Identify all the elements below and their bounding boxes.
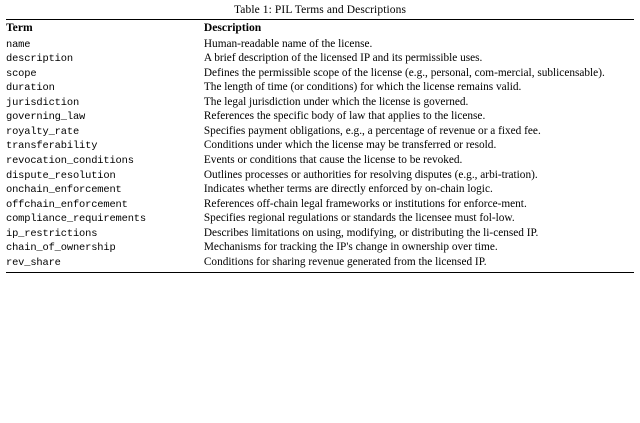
- cell-description: [204, 51, 634, 66]
- column-header-description: Description: [204, 20, 634, 35]
- cell-term: [6, 255, 204, 272]
- table-header-row: [6, 20, 634, 35]
- cell-description: [204, 81, 634, 96]
- cell-description: [204, 241, 634, 256]
- table-row: [6, 197, 634, 212]
- table-row: [6, 226, 634, 241]
- pil-terms-table: [6, 19, 634, 273]
- table-row: [6, 255, 634, 272]
- term-text: governing_law: [6, 111, 86, 124]
- cell-term: [6, 124, 204, 139]
- cell-term: [6, 95, 204, 110]
- term-text: chain_of_ownership: [6, 242, 116, 255]
- cell-term: [6, 81, 204, 96]
- term-text: jurisdiction: [6, 96, 80, 109]
- cell-description: [204, 35, 634, 52]
- term-text: dispute_resolution: [6, 169, 116, 182]
- term-text: duration: [6, 82, 55, 95]
- description-text: Specifies payment obligations, e.g., a percentage of revenue or a fixed fee.: [203, 124, 541, 137]
- table-row: [6, 168, 634, 183]
- cell-description: [204, 153, 634, 168]
- cell-term: [6, 168, 204, 183]
- cell-description: [204, 139, 634, 154]
- cell-term: [6, 153, 204, 168]
- description-text: References off-chain legal frameworks or institutions for enforce-ment.: [203, 197, 527, 210]
- term-text: name: [6, 38, 31, 51]
- description-text: The legal jurisdiction under which the license is governed.: [203, 95, 469, 108]
- term-text: transferability: [6, 140, 98, 153]
- table-row: [6, 66, 634, 81]
- cell-description: [204, 66, 634, 81]
- description-text: Defines the permissible scope of the license (e.g., personal, com-mercial, sublicensable).: [203, 66, 605, 79]
- cell-description: [204, 95, 634, 110]
- term-text: scope: [6, 67, 37, 80]
- table-row: [6, 183, 634, 198]
- cell-term: [6, 183, 204, 198]
- table-row: [6, 241, 634, 256]
- cell-term: [6, 241, 204, 256]
- cell-term: [6, 212, 204, 227]
- description-text: The length of time (or conditions) for which the license remains valid.: [203, 81, 522, 94]
- term-text: rev_share: [6, 256, 61, 269]
- description-text: Events or conditions that cause the license to be revoked.: [203, 154, 463, 167]
- cell-term: [6, 51, 204, 66]
- description-text: Human-readable name of the license.: [203, 37, 373, 50]
- cell-term: [6, 35, 204, 52]
- table-row: [6, 212, 634, 227]
- description-text: References the specific body of law that applies to the license.: [203, 110, 486, 123]
- cell-description: [204, 255, 634, 272]
- cell-term: [6, 197, 204, 212]
- term-text: ip_restrictions: [6, 227, 98, 240]
- description-text: Describes limitations on using, modifying, or distributing the li-censed IP.: [203, 226, 539, 239]
- table-row: [6, 124, 634, 139]
- description-text: A brief description of the licensed IP and its permissible uses.: [203, 52, 483, 65]
- table-body: [6, 20, 634, 35]
- column-header-term: Term: [6, 20, 204, 35]
- cell-description: [204, 197, 634, 212]
- table-rows: [6, 35, 634, 272]
- term-text: offchain_enforcement: [6, 198, 128, 211]
- cell-description: [204, 124, 634, 139]
- term-text: royalty_rate: [6, 125, 80, 138]
- cell-term: [6, 139, 204, 154]
- table-row: [6, 35, 634, 52]
- term-text: onchain_enforcement: [6, 184, 122, 197]
- table-row: [6, 51, 634, 66]
- description-text: Conditions for sharing revenue generated from the licensed IP.: [203, 255, 487, 268]
- term-text: description: [6, 53, 73, 66]
- table-row: [6, 153, 634, 168]
- cell-term: [6, 226, 204, 241]
- description-text: Specifies regional regulations or standards the licensee must fol-low.: [203, 212, 515, 225]
- term-text: compliance_requirements: [6, 213, 146, 226]
- table-row: [6, 139, 634, 154]
- cell-term: [6, 110, 204, 125]
- description-text: Conditions under which the license may be transferred or resold.: [203, 139, 497, 152]
- term-text: revocation_conditions: [6, 155, 134, 168]
- cell-description: [204, 226, 634, 241]
- description-text: Outlines processes or authorities for resolving disputes (e.g., arbi-tration).: [203, 168, 538, 181]
- cell-term: [6, 66, 204, 81]
- table-row: [6, 110, 634, 125]
- cell-description: [204, 212, 634, 227]
- cell-description: [204, 183, 634, 198]
- table-row: [6, 95, 634, 110]
- table-caption: Table 1: PIL Terms and Descriptions: [233, 4, 407, 16]
- table-row: [6, 81, 634, 96]
- description-text: Indicates whether terms are directly enforced by on-chain logic.: [203, 183, 493, 196]
- description-text: Mechanisms for tracking the IP's change in ownership over time.: [203, 241, 498, 254]
- cell-description: [204, 110, 634, 125]
- cell-description: [204, 168, 634, 183]
